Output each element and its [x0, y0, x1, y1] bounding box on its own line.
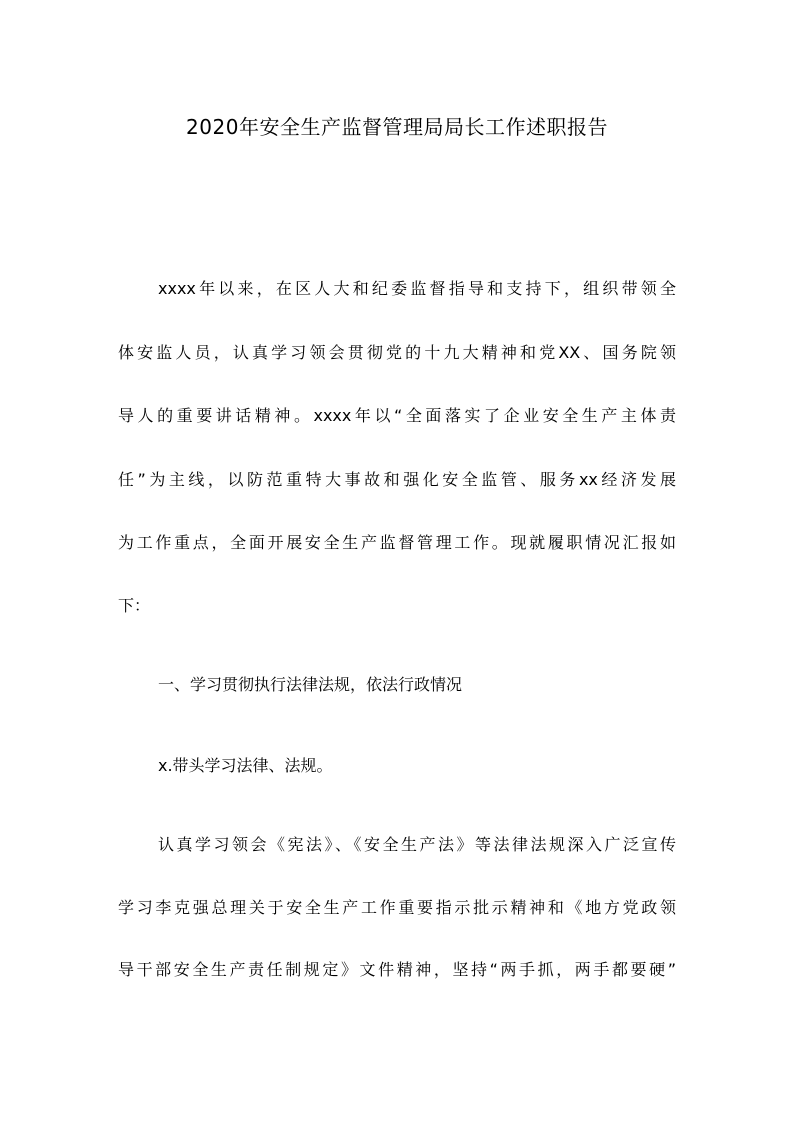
paragraph-1-line-2: 体安监人员，认真学习领会贯彻党的十九大精神和党XX、国务院领 — [118, 343, 676, 362]
paragraph-2-line-1: 认真学习领会《宪法》、《安全生产法》等法律法规深入广泛宣传 — [158, 835, 676, 854]
paragraph-1-line-3: 导人的重要讲话精神。xxxx年以“全面落实了企业安全生产主体责 — [118, 406, 676, 425]
paragraph-1-line-6: 下： — [118, 596, 151, 615]
paragraph-1-line-4: 任”为主线，以防范重特大事故和强化安全监管、服务xx经济发展 — [118, 470, 676, 489]
paragraph-2-line-3: 导干部安全生产责任制规定》文件精神，坚持“两手抓，两手都要硬” — [118, 960, 676, 979]
document-title: 2020年安全生产监督管理局局长工作述职报告 — [186, 115, 608, 139]
section-heading-1: 一、学习贯彻执行法律法规，依法行政情况 — [158, 675, 463, 694]
subsection-heading-1: x.带头学习法律、法规。 — [158, 756, 333, 775]
paragraph-2-line-2: 学习李克强总理关于安全生产工作重要指示批示精神和《地方党政领 — [118, 898, 676, 917]
paragraph-1-line-5: 为工作重点，全面开展安全生产监督管理工作。现就履职情况汇报如 — [118, 533, 676, 552]
paragraph-1-line-1: xxxx年以来，在区人大和纪委监督指导和支持下，组织带领全 — [158, 279, 676, 298]
